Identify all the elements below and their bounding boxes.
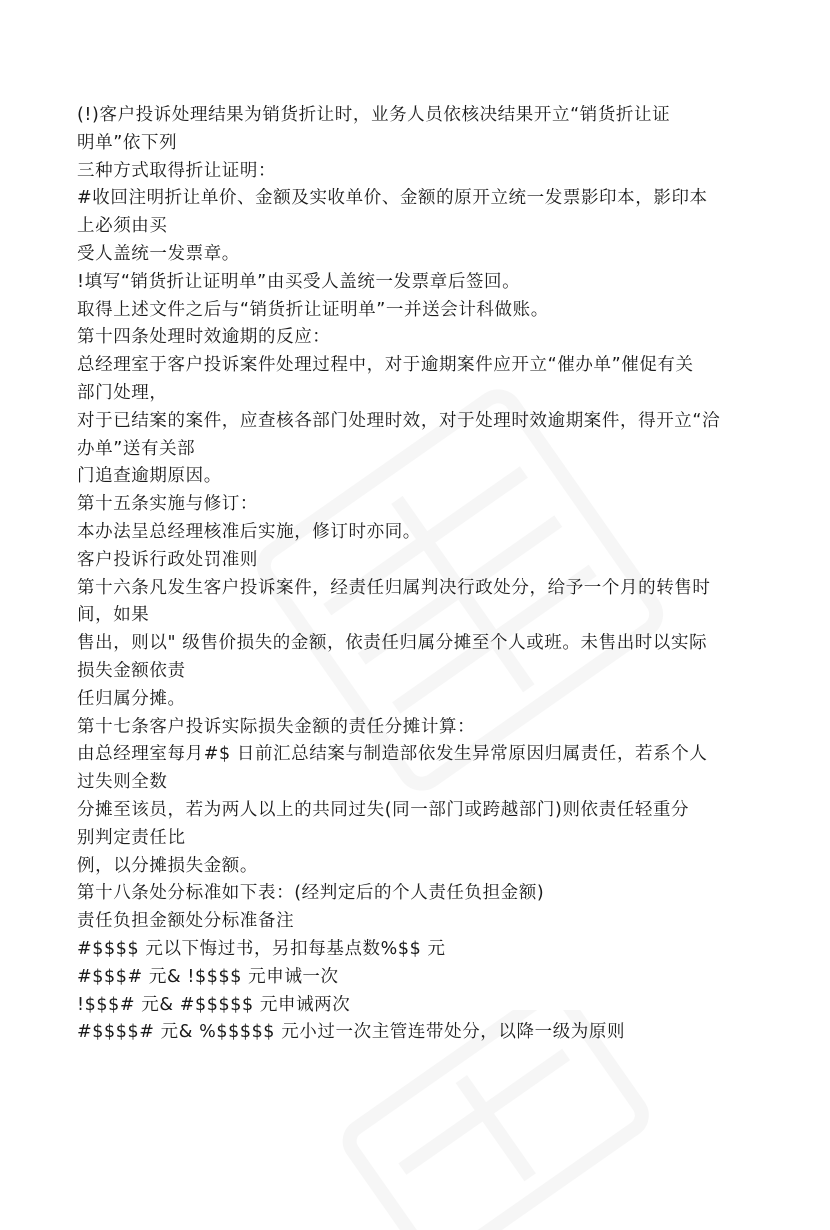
- text-line: 本办法呈总经理核准后实施，修订时亦同。: [77, 521, 421, 542]
- text-line: 三种方式取得折让证明：: [77, 160, 277, 181]
- table-row-line: !$$$# 元& #$$$$$ 元申诫两次: [77, 994, 351, 1015]
- text-line: 取得上述文件之后与“销货折让证明单”一并送会计科做账。: [77, 299, 549, 320]
- text-line: 明单”依下列: [77, 132, 178, 153]
- table-row-line: #$$$$# 元& %$$$$$ 元小过一次主管连带处分，以降一级为原则: [77, 1022, 626, 1043]
- text-line: #收回注明折让单价、金额及实收单价、金额的原开立统一发票影印本，影印本: [77, 188, 708, 209]
- text-line: 办单”送有关部: [77, 438, 196, 459]
- text-line: 门追查逾期原因。: [77, 466, 222, 487]
- text-line: (!)客户投诉处理结果为销货折让时，业务人员依核决结果开立“销货折让证: [77, 105, 671, 125]
- text-line: 对于已结案的案件，应查核各部门处理时效，对于处理时效逾期案件，得开立“洽: [77, 410, 721, 431]
- text-line: 分摊至该员，若为两人以上的共同过失(同一部门或跨越部门)则依责任轻重分: [77, 799, 690, 820]
- section-heading: 第十五条实施与修订：: [77, 494, 258, 515]
- text-line: 上必须由买: [77, 216, 168, 237]
- text-line: 例，以分摊损失金额。: [77, 855, 258, 876]
- text-line: 部门处理，: [77, 382, 168, 403]
- section-title: 客户投诉行政处罚准则: [77, 549, 258, 570]
- table-row-line: #$$$$ 元以下悔过书，另扣每基点数%$$ 元: [77, 938, 446, 959]
- text-line: 总经理室于客户投诉案件处理过程中，对于逾期案件应开立“催办单”催促有关: [77, 355, 694, 376]
- text-line: 受人盖统一发票章。: [77, 243, 240, 264]
- text-line: 别判定责任比: [77, 827, 186, 848]
- section-heading: 第十八条处分标准如下表：(经判定后的个人责任负担金额): [77, 883, 545, 904]
- table-header-line: 责任负担金额处分标准备注: [77, 911, 295, 932]
- text-line: 由总经理室每月#$ 日前汇总结案与制造部依发生异常原因归属责任，若系个人: [77, 744, 708, 765]
- text-line: 任归属分摊。: [77, 688, 186, 709]
- document-body: [77, 102, 762, 1047]
- text-line: 损失金额依责: [77, 660, 186, 681]
- text-line: 间，如果: [77, 605, 150, 626]
- table-row-line: #$$$# 元& !$$$$ 元申诫一次: [77, 966, 339, 987]
- text-line: 过失则全数: [77, 772, 168, 793]
- section-heading: 第十七条客户投诉实际损失金额的责任分摊计算：: [77, 716, 476, 737]
- section-heading: 第十四条处理时效逾期的反应：: [77, 327, 331, 348]
- text-line: !填写“销货折让证明单”由买受人盖统一发票章后签回。: [77, 271, 521, 292]
- text-line: 售出，则以" 级售价损失的金额，依责任归属分摊至个人或班。未售出时以实际: [77, 633, 708, 654]
- text-line: 第十六条凡发生客户投诉案件，经责任归属判决行政处分，给予一个月的转售时: [77, 577, 711, 598]
